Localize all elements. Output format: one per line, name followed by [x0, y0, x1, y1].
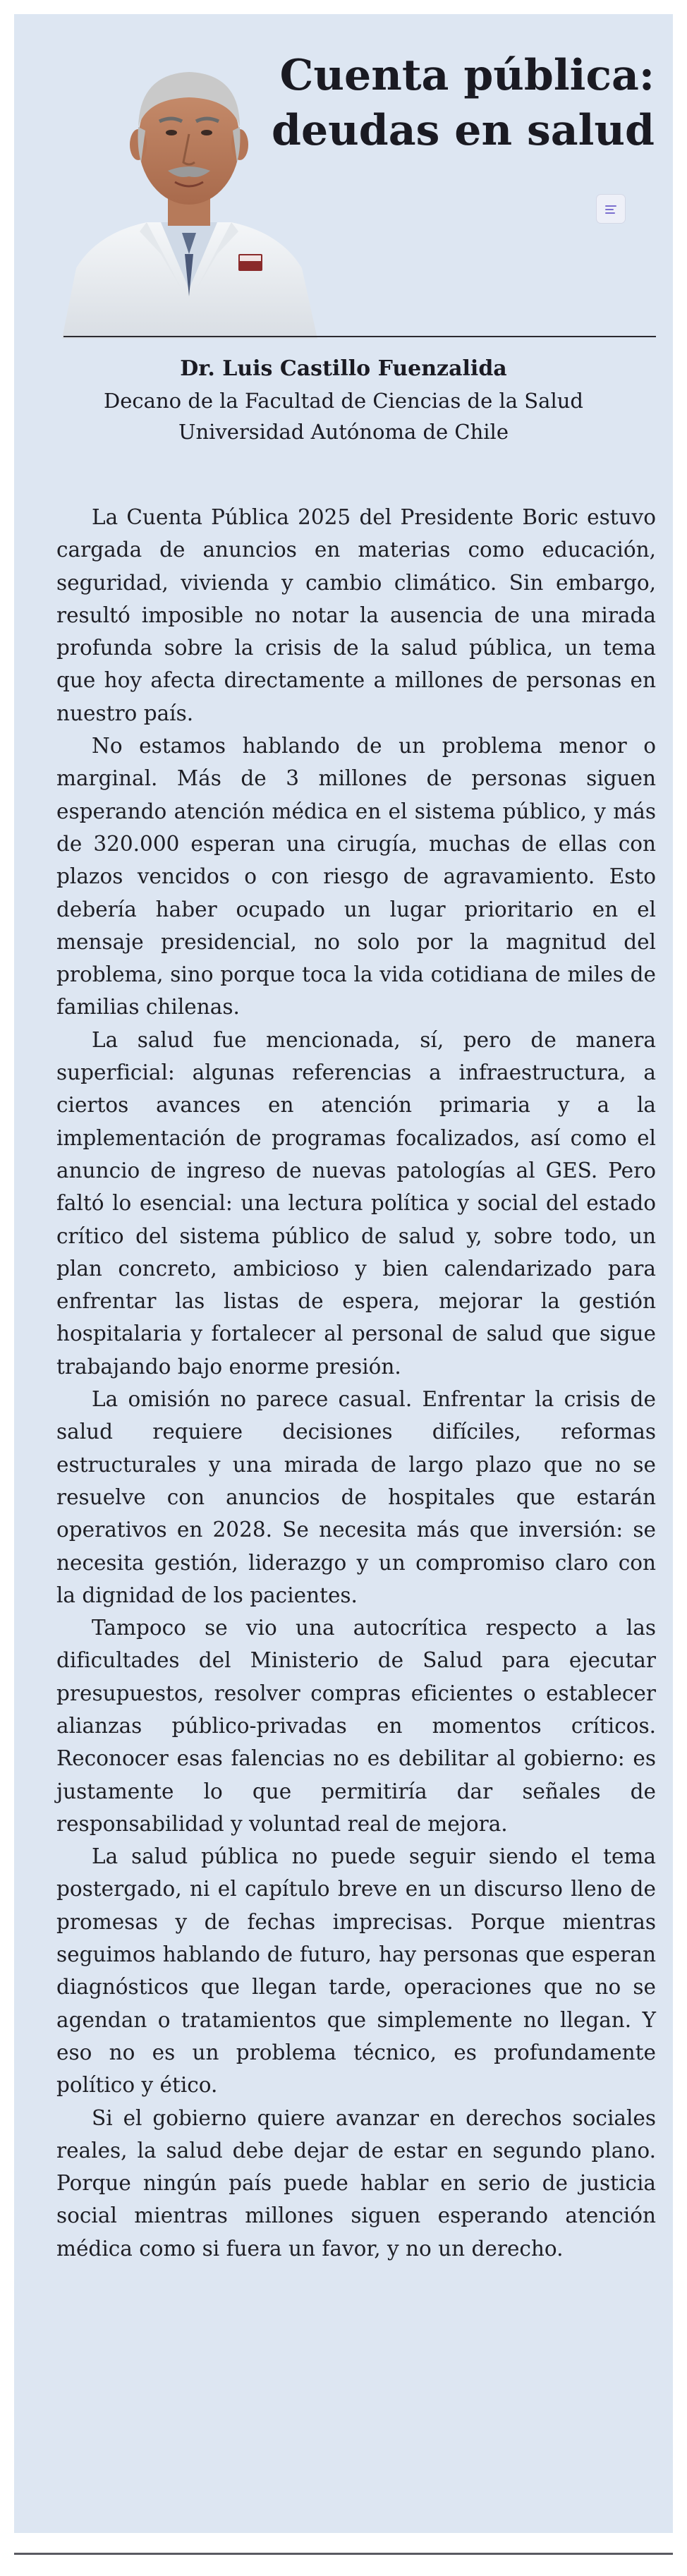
article-paragraph: La omisión no parece casual. Enfrentar la crisis de salud requiere decisiones difíciles, reformas estructurales y una mirada de largo plazo que no se resuelve con anuncios de hospitales que estarán operativos en 2028. Se necesita más que inversión: se necesita gestión, liderazgo y un compromiso claro con la dignidad de los pacientes.: [56, 1387, 656, 1607]
author-role: Decano de la Facultad de Ciencias de la Salud: [104, 389, 583, 413]
article-paragraph: Si el gobierno quiere avanzar en derechos sociales reales, la salud debe dejar de estar en segundo plano. Porque ningún país puede hablar en serio de justicia social mientras millones siguen esperando atención médica como si fuera un favor, y no un derecho.: [56, 2105, 656, 2261]
title-line-2: deudas en salud: [272, 106, 655, 155]
article-paragraph: La salud pública no puede seguir siendo el tema postergado, ni el capítulo breve en un discurso lleno de promesas y de fechas imprecisas. Porque mientras seguimos hablando de futuro, hay personas que esperan diagnósticos que llegan tarde, operaciones que no se agendan o tratamientos que simplemente no llegan. Y eso no es un problema técnico, es profundamente político y ético.: [56, 1844, 656, 2098]
article-header: [14, 14, 673, 339]
article-body: [56, 501, 656, 2265]
title-line-1: Cuenta pública:: [279, 51, 655, 100]
page-bottom-rule: [14, 2553, 673, 2555]
article-paragraph: Tampoco se vio una autocrítica respecto a las dificultades del Ministerio de Salud para ejecutar presupuestos, resolver compras eficientes o establecer alianzas público-privadas en momentos críticos. Reconocer esas falencias no es debilitar al gobierno: es justamente lo que permitiría dar señales de responsabilidad y voluntad real de mejora.: [56, 1616, 656, 1836]
author-byline: [42, 353, 645, 447]
author-name: Dr. Luis Castillo Fuenzalida: [180, 356, 507, 381]
article-title: [268, 48, 655, 158]
article-paragraph: La Cuenta Pública 2025 del Presidente Boric estuvo cargada de anuncios en materias como educación, seguridad, vivienda y cambio climático. Sin embargo, resultó imposible no notar la ausencia de una mirada profunda sobre la crisis de la salud pública, un tema que hoy afecta directamente a millones de personas en nuestro país.: [56, 505, 656, 725]
header-divider: [63, 336, 656, 337]
article-paragraph: No estamos hablando de un problema menor o marginal. Más de 3 millones de personas siguen esperando atención médica en el sistema público, y más de 320.000 esperan una cirugía, muchas de ellas con plazos vencidos o con riesgo de agravamiento. Esto debería haber ocupado un lugar prioritario en el mensaje presidencial, no solo por la magnitud del problema, sino porque toca la vida cotidiana de miles de familias chilenas.: [56, 734, 656, 1020]
menu-button[interactable]: [597, 195, 625, 223]
author-institution: Universidad Autónoma de Chile: [178, 420, 509, 444]
article-panel: [14, 14, 673, 2533]
article-paragraph: La salud fue mencionada, sí, pero de manera superficial: algunas referencias a infraestructura, a ciertos avances en atención primaria y a la implementación de programas focalizados, así como el anuncio de ingreso de nuevas patologías al GES. Pero faltó lo esencial: una lectura política y social del estado crítico del sistema público de salud y, sobre todo, un plan concreto, ambicioso y bien calendarizado para enfrentar las listas de espera, mejorar la gestión hospitalaria y fortalecer al personal de salud que sigue trabajando bajo enorme presión.: [56, 1027, 656, 1379]
